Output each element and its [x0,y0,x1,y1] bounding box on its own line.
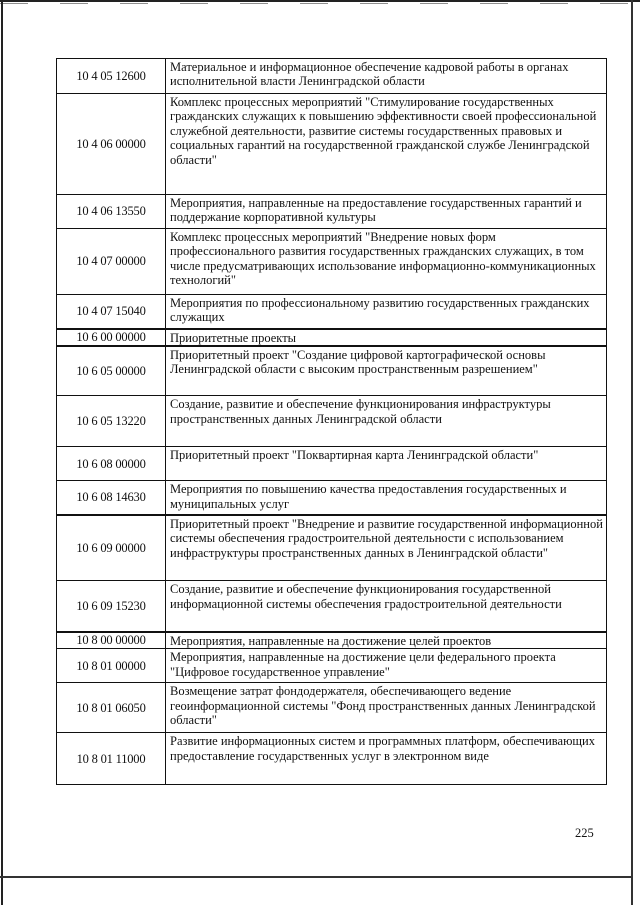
table-row [57,195,607,229]
code-cell: 10 6 09 15230 [57,581,166,632]
description-cell: Мероприятия, направленные на достижение целей проектов [166,632,607,649]
code-cell: 10 4 06 00000 [57,94,166,195]
description-cell: Комплекс процессных мероприятий "Стимулирование государственных гражданских служащих к повышению эффективности своей профессиональной служебной деятельности, развитие системы государственных правовых и социальных гарантий на государственной гражданской службе Ленинградской области" [166,94,607,195]
code-cell: 10 8 01 11000 [57,733,166,785]
table-row [57,396,607,447]
code-cell: 10 6 08 00000 [57,447,166,481]
description-cell: Приоритетные проекты [166,329,607,346]
table-row [57,329,607,346]
description-cell: Материальное и информационное обеспечение кадровой работы в органах исполнительной власти Ленинградской области [166,59,607,94]
description-cell: Мероприятия по повышению качества предоставления государственных и муниципальных услуг [166,481,607,515]
description-cell: Возмещение затрат фондодержателя, обеспечивающего ведение геоинформационной системы "Фонд пространственных данных Ленинградской области" [166,683,607,733]
table-row [57,481,607,515]
description-cell: Мероприятия, направленные на предоставление государственных гарантий и поддержание корпоративной культуры [166,195,607,229]
code-cell: 10 8 00 00000 [57,632,166,649]
description-cell: Создание, развитие и обеспечение функционирования государственной информационной системы обеспечения градостроительной деятельности [166,581,607,632]
code-cell: 10 6 05 00000 [57,346,166,396]
scan-border-bottom [0,876,633,878]
description-cell: Приоритетный проект "Создание цифровой картографической основы Ленинградской области с высоким пространственным разрешением" [166,346,607,396]
table-row [57,447,607,481]
table-row [57,581,607,632]
code-cell: 10 4 07 15040 [57,295,166,329]
description-cell: Комплекс процессных мероприятий "Внедрение новых форм профессионального развития государственных гражданских служащих, в том числе предусматривающих использование информационно-коммуникационных технологий" [166,229,607,295]
table-row [57,632,607,649]
code-cell: 10 6 09 00000 [57,515,166,581]
code-cell: 10 8 01 00000 [57,649,166,683]
scan-border-right [631,0,633,905]
table-row [57,733,607,785]
code-cell: 10 4 07 00000 [57,229,166,295]
description-cell: Мероприятия, направленные на достижение цели федерального проекта "Цифровое государственное управление" [166,649,607,683]
code-cell: 10 4 06 13550 [57,195,166,229]
scan-border-top [0,0,640,2]
table-row [57,229,607,295]
description-cell: Мероприятия по профессиональному развитию государственных гражданских служащих [166,295,607,329]
table-row [57,295,607,329]
table-row [57,683,607,733]
description-cell: Приоритетный проект "Поквартирная карта Ленинградской области" [166,447,607,481]
table-row [57,515,607,581]
table-row [57,649,607,683]
code-cell: 10 6 08 14630 [57,481,166,515]
description-cell: Создание, развитие и обеспечение функционирования инфраструктуры пространственных данных Ленинградской области [166,396,607,447]
description-cell: Развитие информационных систем и программных платформ, обеспечивающих предоставление государственных услуг в электронном виде [166,733,607,785]
budget-code-table [56,58,607,785]
code-cell: 10 4 05 12600 [57,59,166,94]
table-row [57,59,607,94]
page-number: 225 [575,826,594,840]
code-cell: 10 8 01 06050 [57,683,166,733]
table-row [57,346,607,396]
code-cell: 10 6 05 13220 [57,396,166,447]
code-cell: 10 6 00 00000 [57,329,166,346]
scan-border-left [1,0,3,905]
scan-border-dashes [0,3,640,4]
table-row [57,94,607,195]
description-cell: Приоритетный проект "Внедрение и развитие государственной информационной системы обеспечения градостроительной деятельности с использованием инфраструктуры пространственных данных в Ленинградской области" [166,515,607,581]
